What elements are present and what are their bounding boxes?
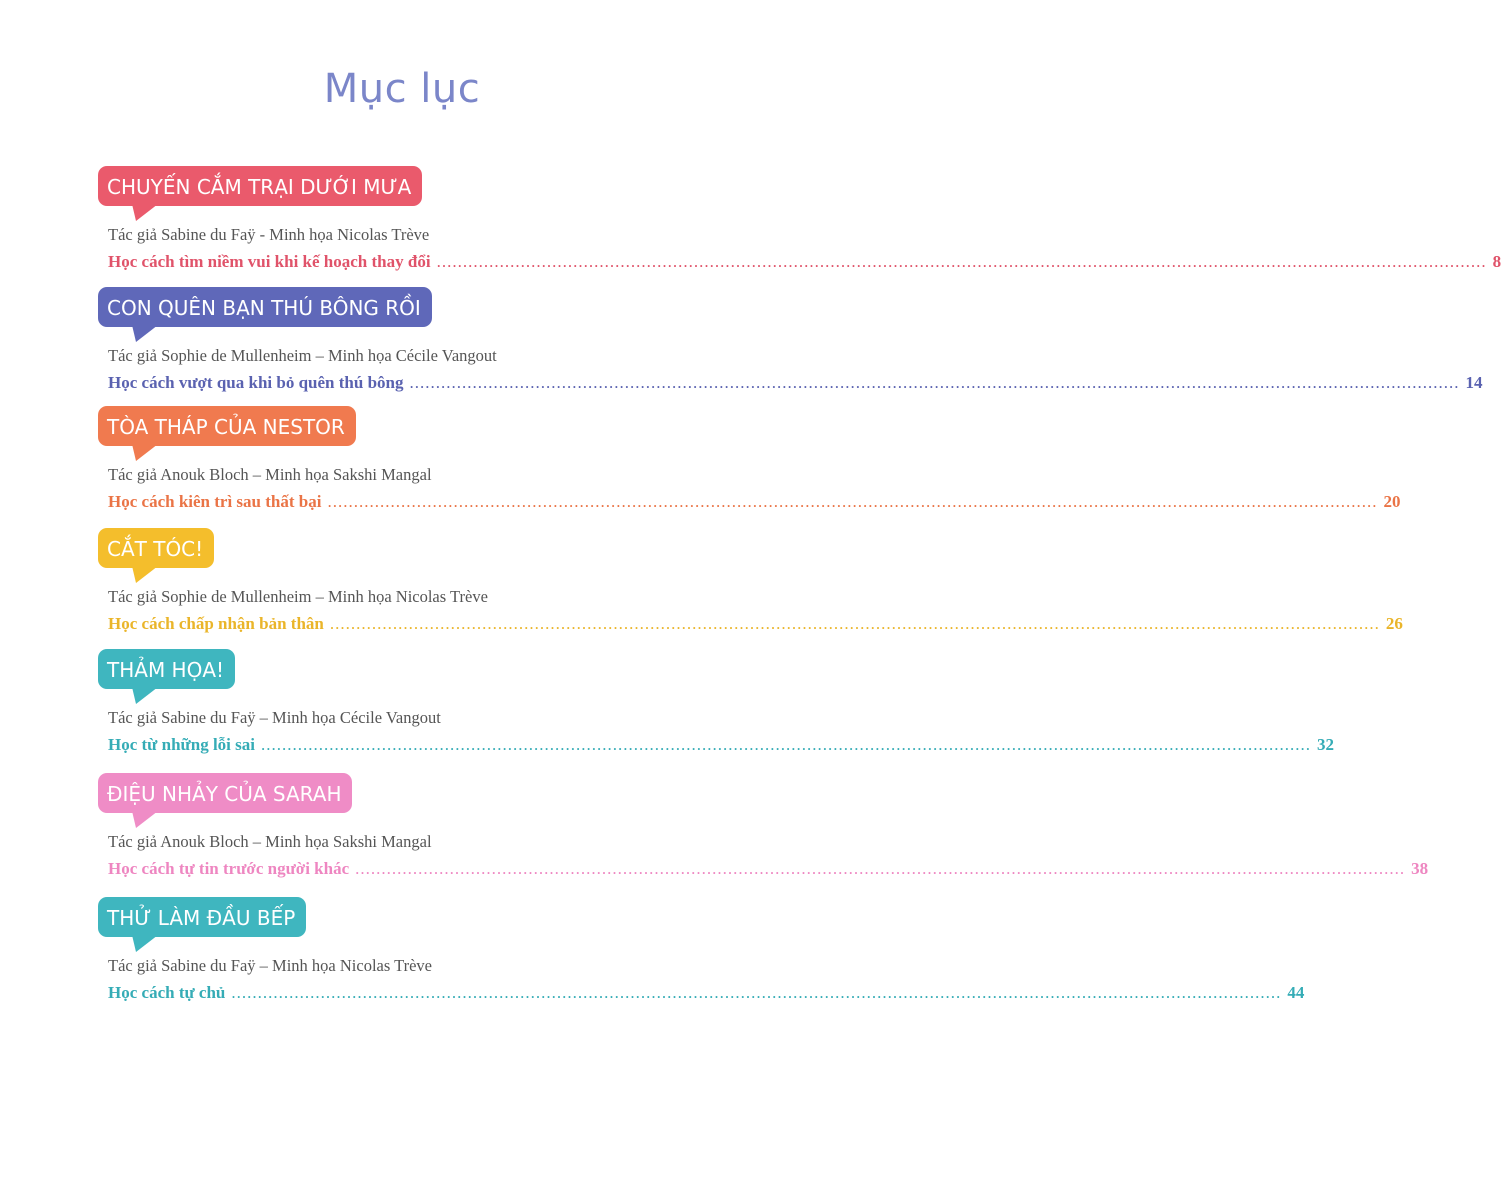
- toc-entry[interactable]: [98, 166, 1501, 276]
- dot-leader: ........................................................................................................................................................................................................: [327, 492, 1378, 511]
- dot-leader: ........................................................................................................................................................................................................: [260, 735, 1311, 754]
- page-number: 14: [1465, 373, 1483, 392]
- author-illustrator-line: Tác giả Anouk Bloch – Minh họa Sakshi Mangal: [108, 465, 432, 484]
- page-number: 38: [1411, 859, 1429, 878]
- author-illustrator-line: Tác giả Anouk Bloch – Minh họa Sakshi Mangal: [108, 832, 432, 851]
- page-title: Mục lục: [323, 66, 481, 112]
- dot-leader: ........................................................................................................................................................................................................: [355, 859, 1406, 878]
- dot-leader: ........................................................................................................................................................................................................: [231, 983, 1282, 1002]
- dot-leader: ........................................................................................................................................................................................................: [409, 373, 1460, 392]
- lesson-title: Học từ những lỗi sai: [108, 735, 255, 754]
- author-illustrator-line: Tác giả Sabine du Faÿ - Minh họa Nicolas Trève: [108, 225, 430, 244]
- toc-entry[interactable]: [98, 406, 1401, 516]
- lesson-row: [108, 735, 1334, 755]
- author-illustrator-line: Tác giả Sophie de Mullenheim – Minh họa Cécile Vangout: [108, 346, 497, 365]
- lesson-row: [108, 252, 1501, 272]
- lesson-title: Học cách vượt qua khi bỏ quên thú bông: [108, 373, 404, 392]
- lesson-row: [108, 983, 1305, 1003]
- chapter-heading-bubble: CẮT TÓC!: [98, 528, 214, 568]
- lesson-title: Học cách tìm niềm vui khi kế hoạch thay đổi: [108, 252, 431, 271]
- toc-entry[interactable]: [98, 649, 1334, 759]
- page-number: 26: [1385, 614, 1403, 633]
- lesson-title: Học cách tự tin trước người khác: [108, 859, 350, 878]
- chapter-heading-bubble: THẢM HỌA!: [98, 649, 235, 689]
- chapter-heading-bubble: CON QUÊN BẠN THÚ BÔNG RỒI: [98, 287, 432, 327]
- lesson-row: [108, 492, 1401, 512]
- toc-entry[interactable]: [98, 773, 1429, 883]
- chapter-heading-bubble: ĐIỆU NHẢY CỦA SARAH: [98, 773, 352, 813]
- page-number: 20: [1383, 492, 1401, 511]
- page-number: 32: [1316, 735, 1334, 754]
- page-number: 44: [1287, 983, 1305, 1002]
- toc-entry[interactable]: [98, 897, 1305, 1007]
- author-illustrator-line: Tác giả Sabine du Faÿ – Minh họa Cécile Vangout: [108, 708, 441, 727]
- lesson-title: Học cách tự chủ: [108, 983, 226, 1002]
- author-illustrator-line: Tác giả Sabine du Faÿ – Minh họa Nicolas Trève: [108, 956, 432, 975]
- page-number: 8: [1492, 252, 1501, 271]
- lesson-row: [108, 614, 1403, 634]
- toc-entry[interactable]: [98, 528, 1403, 638]
- chapter-heading-bubble: CHUYẾN CẮM TRẠI DƯỚI MƯA: [98, 166, 422, 206]
- chapter-heading-bubble: TÒA THÁP CỦA NESTOR: [98, 406, 356, 446]
- lesson-row: [108, 859, 1429, 879]
- toc-entry[interactable]: [98, 287, 1483, 397]
- chapter-heading-bubble: THỬ LÀM ĐẦU BẾP: [98, 897, 306, 937]
- lesson-title: Học cách kiên trì sau thất bại: [108, 492, 322, 511]
- lesson-title: Học cách chấp nhận bản thân: [108, 614, 324, 633]
- author-illustrator-line: Tác giả Sophie de Mullenheim – Minh họa Nicolas Trève: [108, 587, 488, 606]
- dot-leader: ........................................................................................................................................................................................................: [436, 252, 1487, 271]
- dot-leader: ........................................................................................................................................................................................................: [329, 614, 1380, 633]
- lesson-row: [108, 373, 1483, 393]
